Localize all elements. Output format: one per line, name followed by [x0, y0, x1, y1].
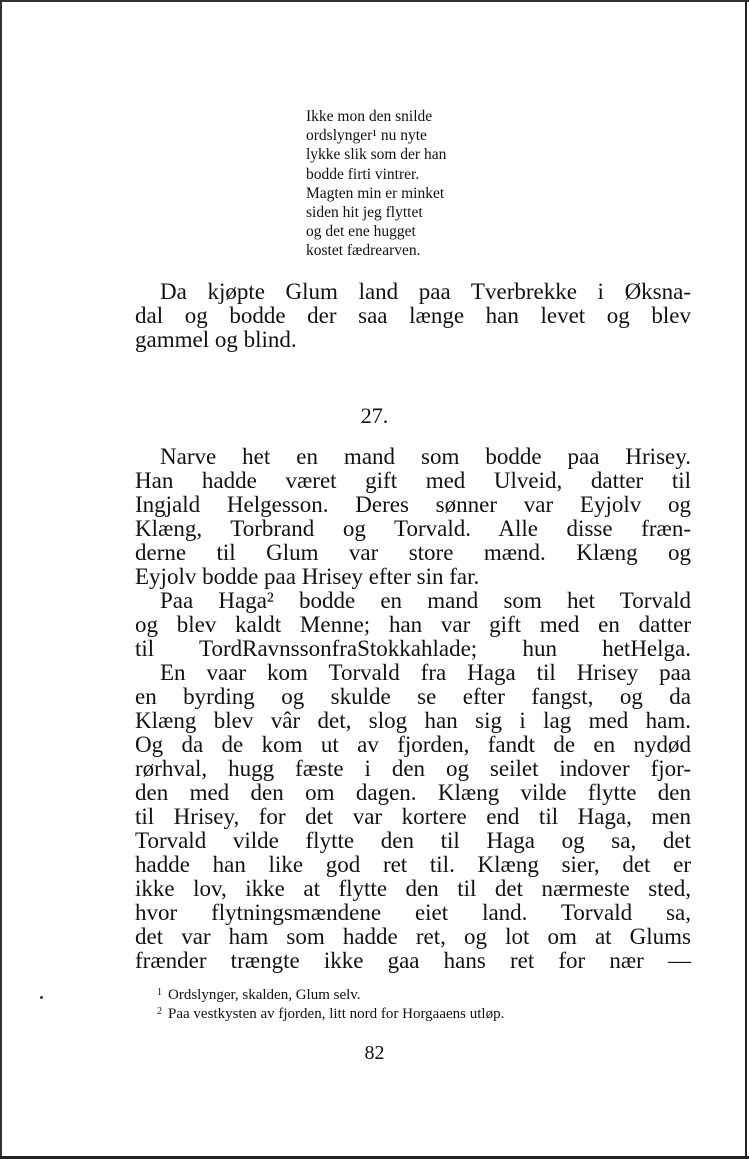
body-text-line: den med den om dagen. Klæng vilde flytte den [135, 780, 691, 805]
footnote-text: Paa vestkysten av fjorden, litt nord for Horgaaens utløp. [168, 1006, 505, 1022]
page-edge-top [0, 0, 749, 2]
poem-stanza [306, 107, 446, 261]
poem-line: ordslynger¹ nu nyte [306, 127, 427, 145]
body-text-line: hvor flytningsmændene eiet land. Torvald sa, [135, 900, 691, 925]
body-text-line: Ingjald Helgesson. Deres sønner var Eyjolv og [135, 492, 691, 517]
body-text-line: Klæng, Torbrand og Torvald. Alle disse fræn- [135, 516, 691, 541]
body-text-line: en byrding og skulde se efter fangst, og da [135, 684, 691, 709]
body-text-line: En vaar kom Torvald fra Haga til Hrisey paa [160, 660, 691, 685]
body-text-line: derne til Glum var store mænd. Klæng og [135, 540, 691, 565]
body-text-line: Narve het en mand som bodde paa Hrisey. [160, 444, 691, 469]
footnote-mark: 2 [157, 1006, 162, 1017]
footnote-mark: 1 [157, 987, 162, 998]
footnote [157, 984, 361, 1004]
poem-line: kostet fædrearven. [306, 242, 421, 260]
body-text-line: Da kjøpte Glum land paa Tverbrekke i Øksna- [160, 279, 691, 304]
poem-line: siden hit jeg flyttet [306, 203, 423, 221]
body-text-line: gammel og blind. [135, 327, 297, 352]
page-edge-right [745, 0, 747, 1159]
poem-line: Magten min er minket [306, 184, 445, 202]
footnote-text: Ordslynger, skalden, Glum selv. [168, 987, 361, 1003]
page-number: 82 [364, 1042, 385, 1064]
body-text-line: hadde han like god ret til. Klæng sier, det er [135, 852, 691, 877]
print-speck [40, 996, 43, 999]
body-text-line: rørhval, hugg fæste i den og seilet indover fjor- [135, 756, 691, 781]
body-text-line: Eyjolv bodde paa Hrisey efter sin far. [135, 564, 480, 589]
poem-line: lykke slik som der han [306, 146, 447, 164]
body-text-line: Og da de kom ut av fjorden, fandt de en nydød [135, 732, 691, 757]
body-text-line: det var ham som hadde ret, og lot om at Glums [135, 924, 691, 949]
body-text-line: og blev kaldt Menne; han var gift med en datter [135, 612, 691, 637]
body-text-line: dal og bodde der saa længe han levet og blev [135, 303, 691, 328]
body-text-line: til TordRavnssonfraStokkahlade; hun hetHelga. [135, 636, 691, 661]
body-text-line: til Hrisey, for det var kortere end til Haga, men [135, 804, 691, 829]
body-text-line: Han hadde været gift med Ulveid, datter til [135, 468, 691, 493]
body-text-line: frænder trængte ikke gaa hans ret for nær — [135, 948, 691, 973]
poem-line: og det ene hugget [306, 223, 416, 241]
footnote [157, 1003, 504, 1023]
body-text-line: Paa Haga² bodde en mand som het Torvald [160, 588, 691, 613]
page-edge-left [0, 0, 2, 1159]
poem-line: bodde firti vintrer. [306, 165, 420, 183]
chapter-number: 27. [360, 403, 389, 428]
body-text-line: ikke lov, ikke at flytte den til det nærmeste sted, [135, 876, 691, 901]
body-text-line: Klæng blev vâr det, slog han sig i lag med ham. [135, 708, 691, 733]
body-text-line: Torvald vilde flytte den til Haga og sa, det [135, 828, 691, 853]
poem-line: Ikke mon den snilde [306, 108, 433, 125]
